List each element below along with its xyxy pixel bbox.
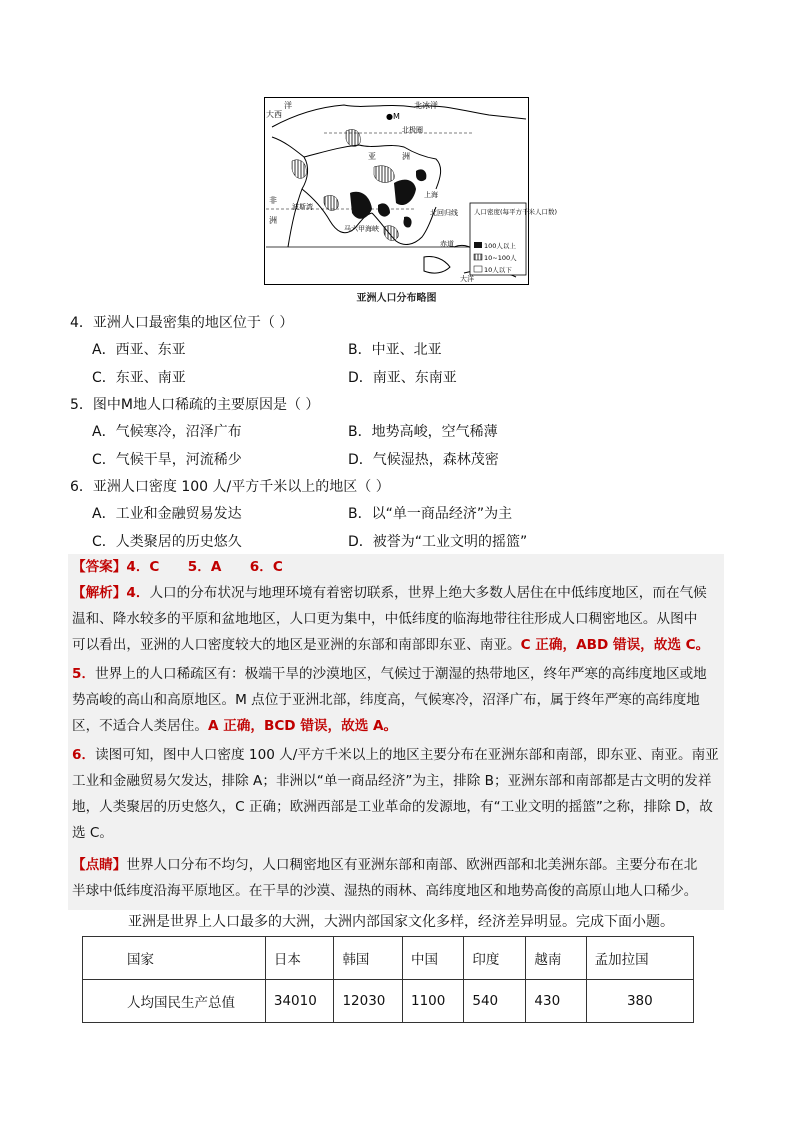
question-5-stem: 5．图中M地人口稀疏的主要原因是（ ） xyxy=(70,397,320,413)
analysis-q4-number: 4． xyxy=(126,585,150,601)
analysis-line-10: 选 C。 xyxy=(72,825,114,841)
label-africa-1: 非 xyxy=(269,196,277,205)
label-malacca: 马六甲海峡 xyxy=(344,225,379,233)
question-4-stem: 4．亚洲人口最密集的地区位于（ ） xyxy=(70,315,294,331)
label-m-point: ●M xyxy=(386,112,400,121)
table-header-cell: 孟加拉国 xyxy=(586,937,693,980)
analysis-text-5b: M 点位于亚洲北部，纬度高，气候寒冷，沼泽广布，属于终年严寒的高纬度地 xyxy=(235,692,700,708)
analysis-tag: 【解析】 xyxy=(72,585,127,601)
legend-high: 100人以上 xyxy=(484,242,516,250)
asia-population-map xyxy=(264,97,558,285)
table-header-cell: 印度 xyxy=(464,937,526,980)
table-cell: 430 xyxy=(526,980,586,1023)
label-arctic-ocean: 北冰洋 xyxy=(414,101,438,110)
table-cell: 1100 xyxy=(403,980,464,1023)
point-tag: 【点睛】 xyxy=(72,857,127,873)
table-cell: 34010 xyxy=(265,980,334,1023)
table-header-cell: 越南 xyxy=(526,937,586,980)
label-persian-gulf: 波斯湾 xyxy=(292,203,313,211)
question-6-option-a: A．工业和金融贸易发达 xyxy=(92,506,242,522)
answer-tag: 【答案】 xyxy=(72,559,127,575)
analysis-text-1: 人口的分布状况与地理环境有着密切联系，世界上绝大多数人居住在中低纬度地区，而在气候 xyxy=(149,585,707,601)
label-arctic-circle: 北极圈 xyxy=(402,126,423,134)
question-4-option-b: B．中亚、北亚 xyxy=(348,342,442,358)
label-atlantic: 大西 xyxy=(266,110,282,119)
table-cell: 540 xyxy=(464,980,526,1023)
label-shanghai: 上海 xyxy=(424,191,438,199)
label-equator: 赤道 xyxy=(440,240,454,248)
label-asia-1: 亚 xyxy=(368,152,376,161)
question-4-option-a: A．西亚、东亚 xyxy=(92,342,186,358)
legend-mid: 10~100人 xyxy=(484,254,517,262)
map-legend xyxy=(470,203,557,275)
table-header-cell: 中国 xyxy=(403,937,464,980)
legend-title: 人口密度(每平方千米人口数) xyxy=(474,208,558,216)
question-6-option-c: C．人类聚居的历史悠久 xyxy=(92,534,242,550)
analysis-line-7 xyxy=(72,742,722,768)
legend-low: 10人以下 xyxy=(484,266,512,274)
point-line-1 xyxy=(72,852,722,878)
table-cell: 12030 xyxy=(334,980,403,1023)
question-6-option-d: D．被誉为“工业文明的摇篮” xyxy=(348,534,528,550)
question-4-option-c: C．东亚、南亚 xyxy=(92,370,186,386)
point-line-2: 半球中低纬度沿海平原地区。在干旱的沙漠、湿热的雨林、高纬度地区和地势高俊的高原山地人口稀少。 xyxy=(72,883,698,899)
question-5-option-b: B．地势高峻，空气稀薄 xyxy=(348,424,498,440)
answer-line xyxy=(72,554,283,580)
analysis-q5-number: 5． xyxy=(72,666,96,682)
table-row xyxy=(83,980,694,1023)
question-5-option-d: D．气候湿热，森林茂密 xyxy=(348,452,499,468)
table-cell: 人均国民生产总值 xyxy=(83,980,266,1023)
analysis-line-9: 地，人类聚居的历史悠久，C 正确；欧洲西部是工业革命的发源地，有“工业文明的摇篮”之称，排除 D，故 xyxy=(72,799,713,815)
analysis-line-2: 温和、降水较多的平原和盆地地区，人口更为集中，中低纬度的临海地带往往形成人口稠密地区。从图中 xyxy=(72,611,698,627)
question-5-option-c: C．气候干旱，河流稀少 xyxy=(92,452,242,468)
analysis-line-1 xyxy=(72,580,722,606)
table-header-cell: 国家 xyxy=(83,937,266,980)
question-6-stem: 6．亚洲人口密度 100 人/平方千米以上的地区（ ） xyxy=(70,479,390,495)
analysis-text-3a: 可以看出，亚洲的人口密度较大的地区是亚洲的东部和南部即东亚、南亚。 xyxy=(72,637,521,653)
question-4-option-d: D．南亚、东南亚 xyxy=(348,370,457,386)
label-ocean: 洋 xyxy=(284,101,292,110)
analysis-text-5a: 势高峻的高山和高原地区。 xyxy=(72,692,236,708)
answer-text: 4．C 5．A 6．C xyxy=(126,559,283,575)
analysis-text-6b: A 正确，BCD 错误，故选 A。 xyxy=(207,718,398,734)
analysis-text-4: 世界上的人口稀疏区有：极端干旱的沙漠地区，气候过于潮湿的热带地区，终年严寒的高纬度地区或地 xyxy=(95,666,707,682)
table-header-cell: 日本 xyxy=(265,937,334,980)
analysis-text-7: 读图可知，图中人口密度 100 人/平方千米以上的地区主要分布在亚洲东部和南部，即东亚、南亚。南亚 xyxy=(95,747,719,763)
analysis-q6-number: 6． xyxy=(72,747,96,763)
analysis-line-5 xyxy=(72,687,722,713)
point-text-1: 世界人口分布不均匀，人口稠密地区有亚洲东部和南部、欧洲西部和北美洲东部。主要分布在北 xyxy=(126,857,698,873)
analysis-text-6a: 区，不适合人类居住。 xyxy=(72,718,208,734)
table-cell: 380 xyxy=(586,980,693,1023)
question-5-option-a: A．气候寒冷，沼泽广布 xyxy=(92,424,242,440)
analysis-line-8: 工业和金融贸易欠发达，排除 A；非洲以“单一商品经济”为主，排除 B；亚洲东部和南部都是古文明的发祥 xyxy=(72,773,712,789)
label-asia-2: 洲 xyxy=(402,152,410,161)
question-6-option-b: B．以“单一商品经济”为主 xyxy=(348,506,513,522)
gnp-table xyxy=(82,936,694,1023)
analysis-line-4 xyxy=(72,661,722,687)
analysis-text-3b: C 正确，ABD 错误，故选 C。 xyxy=(520,637,710,653)
analysis-line-6 xyxy=(72,713,722,739)
label-australia: 大洋 xyxy=(460,275,474,283)
section-intro: 亚洲是世界上人口最多的大洲，大洲内部国家文化多样，经济差异明显。完成下面小题。 xyxy=(128,914,674,930)
label-tropic: 北回归线 xyxy=(430,209,458,217)
analysis-line-3 xyxy=(72,632,722,658)
table-header-row xyxy=(83,937,694,980)
label-africa-2: 洲 xyxy=(269,216,277,225)
table-header-cell: 韩国 xyxy=(334,937,403,980)
map-caption: 亚洲人口分布略图 xyxy=(356,293,437,304)
